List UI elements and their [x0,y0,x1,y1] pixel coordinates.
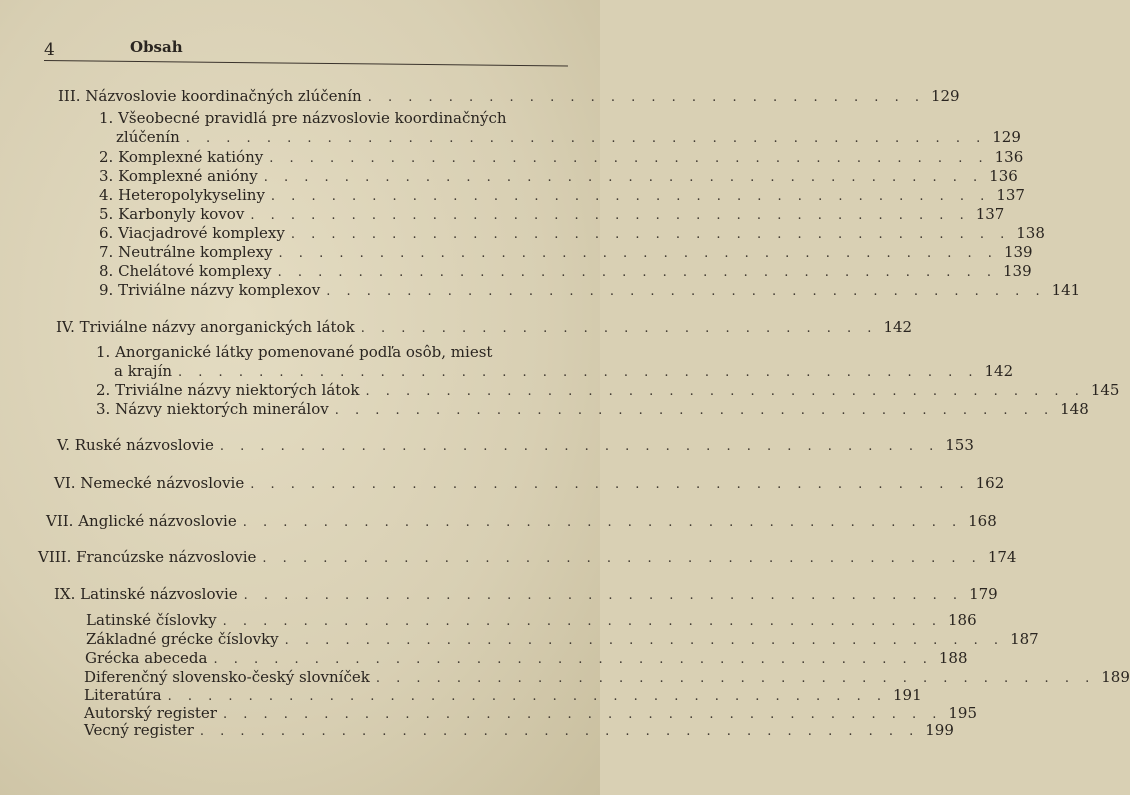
toc-entry-label: 8. Chelátové komplexy [99,262,272,280]
toc-entry [99,262,1032,282]
toc-entry-label: III. Názvoslovie koordinačných zlúčenín [58,87,362,105]
toc-entry-label: 3. Názvy niektorých minerálov [96,400,329,418]
toc-entry [116,128,1021,148]
toc-entry-page: 195 [948,704,978,722]
toc-entry-label: 4. Heteropolykyseliny [99,186,265,204]
toc-dot-leader: . . . . . . . . . . . . . . . . . . . . . . . . . . . . [367,90,925,105]
toc-dot-leader: . . . . . . . . . . . . . . . . . . . . . . . . . . . . . . . . . . . . [243,588,964,603]
toc-dot-leader: . . . . . . . . . . . . . . . . . . . . . . . . . . . . . . . . . . . . [167,689,887,704]
toc-entry [84,668,1130,688]
toc-dot-leader: . . . . . . . . . . . . . . . . . . . . . . . . . . . . . . . . . . . . . . . . [185,131,987,146]
toc-entry-page: 136 [994,148,1024,166]
toc-dot-leader: . . . . . . . . . . . . . . . . . . . . . . . . . . . . . . . . . . . . [222,707,943,722]
toc-entry [56,318,913,338]
toc-entry-label: Základné grécke číslovky [86,630,279,648]
toc-dot-leader: . . . . . . . . . . . . . . . . . . . . . . . . . . . . . . . . . . . . [269,151,989,166]
toc-entry-page: 199 [925,721,954,739]
toc-entry-label: Grécka abeceda [85,649,208,667]
toc-entry [99,243,1033,263]
page-number: 4 [44,40,55,60]
toc-entry [84,721,954,741]
toc-entry [86,611,977,631]
toc-entry-label-continued: zlúčenín [116,128,180,146]
toc-entry-label: IX. Latinské názvoslovie [54,585,238,603]
toc-dot-leader: . . . . . . . . . . . . . . . . . . . . . . . . . . . . . . . . . . . . [199,724,920,739]
toc-entry-page: 179 [969,585,998,603]
toc-entry-page: 145 [1090,381,1120,399]
toc-entry-page: 189 [1101,668,1130,686]
toc-entry-page: 129 [930,87,960,105]
toc-dot-leader: . . . . . . . . . . . . . . . . . . . . . . . . . . [360,321,878,336]
toc-entry-page: 187 [1010,630,1039,648]
toc-entry [84,686,922,706]
toc-entry-label: Literatúra [84,686,162,704]
toc-entry-label: V. Ruské názvoslovie [57,436,214,454]
toc-entry-label: 2. Triviálne názvy niektorých látok [96,381,360,399]
toc-entry-label: 9. Triviálne názvy komplexov [99,281,321,299]
toc-dot-leader: . . . . . . . . . . . . . . . . . . . . . . . . . . . . . . . . . . . . [263,170,984,185]
toc-entry [58,87,960,107]
header-rule [44,60,568,66]
toc-entry [85,649,968,669]
toc-entry-label: 3. Komplexné anióny [99,167,258,185]
toc-entry [46,512,997,532]
toc-entry [99,224,1045,244]
toc-dot-leader: . . . . . . . . . . . . . . . . . . . . . . . . . . . . . . . . . . . . [213,652,933,667]
toc-entry-page: 139 [1002,262,1032,280]
toc-entry-label: VIII. Francúzske názvoslovie [38,548,257,566]
toc-dot-leader: . . . . . . . . . . . . . . . . . . . . . . . . . . . . . . . . . . . . . . . . [178,365,979,380]
toc-dot-leader: . . . . . . . . . . . . . . . . . . . . . . . . . . . . . . . . . . . . [365,384,1085,399]
toc-dot-leader: . . . . . . . . . . . . . . . . . . . . . . . . . . . . . . . . . . . . [222,614,942,629]
toc-dot-leader: . . . . . . . . . . . . . . . . . . . . . . . . . . . . . . . . . . . . [242,515,963,530]
toc-entry-label: Latinské číslovky [86,611,217,629]
toc-entry [114,362,1014,382]
toc-entry [38,548,1017,568]
running-title: Obsah [130,38,183,56]
toc-dot-leader: . . . . . . . . . . . . . . . . . . . . . . . . . . . . . . . . . . . . [290,227,1011,242]
toc-entry-page: 153 [945,436,974,454]
toc-entry-page: 137 [996,186,1025,204]
toc-entry-label: 5. Karbonyly kovov [99,205,245,223]
toc-entry [99,167,1018,187]
toc-entry-page: 162 [975,474,1005,492]
toc-entry-label: 7. Neutrálne komplexy [99,243,273,261]
toc-entry-label: Diferenčný slovensko-český slovníček [84,668,370,686]
toc-entry-page: 188 [938,649,968,667]
toc-entry-label: 1. Anorganické látky pomenované podľa osôb, miest [96,343,493,361]
toc-entry-page: 186 [948,611,977,629]
toc-entry-page: 138 [1016,224,1045,242]
toc-dot-leader: . . . . . . . . . . . . . . . . . . . . . . . . . . . . . . . . . . . . [270,189,991,204]
toc-entry [99,186,1025,206]
toc-entry-page: 174 [987,548,1017,566]
toc-entry-page: 148 [1060,400,1089,418]
toc-entry-label: IV. Triviálne názvy anorganických látok [56,318,355,336]
toc-dot-leader: . . . . . . . . . . . . . . . . . . . . . . . . . . . . . . . . . . . . [250,208,970,223]
toc-entry [99,148,1024,168]
toc-entry-label: VI. Nemecké názvoslovie [54,474,245,492]
toc-entry-page: 136 [989,167,1018,185]
toc-dot-leader: . . . . . . . . . . . . . . . . . . . . . . . . . . . . . . . . . . . . [250,477,970,492]
toc-entry [54,585,998,605]
toc-dot-leader: . . . . . . . . . . . . . . . . . . . . . . . . . . . . . . . . . . . . [278,246,998,261]
toc-entry [57,436,974,456]
toc-dot-leader: . . . . . . . . . . . . . . . . . . . . . . . . . . . . . . . . . . . . [262,551,982,566]
toc-entry-page: 168 [968,512,997,530]
toc-entry-page: 139 [1003,243,1033,261]
toc-entry-page: 129 [992,128,1021,146]
toc-entry-label: VII. Anglické názvoslovie [46,512,237,530]
toc-entry [96,381,1120,401]
toc-dot-leader: . . . . . . . . . . . . . . . . . . . . . . . . . . . . . . . . . . . . [326,284,1046,299]
toc-entry [54,474,1005,494]
toc-entry-label-continued: a krajín [114,362,173,380]
toc-entry-page: 142 [883,318,913,336]
toc-entry-label: 2. Komplexné katióny [99,148,264,166]
toc-entry [99,205,1005,225]
toc-entry [96,400,1089,420]
toc-entry-label: Vecný register [84,721,194,739]
toc-entry [99,281,1081,301]
toc-entry-label: 1. Všeobecné pravidlá pre názvoslovie koordinačných [99,109,507,127]
toc-entry-page: 137 [975,205,1005,223]
toc-entry-label: Autorský register [84,704,217,722]
toc-dot-leader: . . . . . . . . . . . . . . . . . . . . . . . . . . . . . . . . . . . . [219,439,940,454]
toc-entry-page: 141 [1051,281,1081,299]
toc-entry-page: 142 [984,362,1014,380]
toc-dot-leader: . . . . . . . . . . . . . . . . . . . . . . . . . . . . . . . . . . . . [334,403,1055,418]
toc-dot-leader: . . . . . . . . . . . . . . . . . . . . . . . . . . . . . . . . . . . . [375,671,1096,686]
toc-entry-page: 191 [892,686,922,704]
toc-dot-leader: . . . . . . . . . . . . . . . . . . . . . . . . . . . . . . . . . . . . [284,633,1005,648]
toc-dot-leader: . . . . . . . . . . . . . . . . . . . . . . . . . . . . . . . . . . . . [277,265,997,280]
toc-entry-label: 6. Viacjadrové komplexy [99,224,285,242]
toc-entry [86,630,1039,650]
